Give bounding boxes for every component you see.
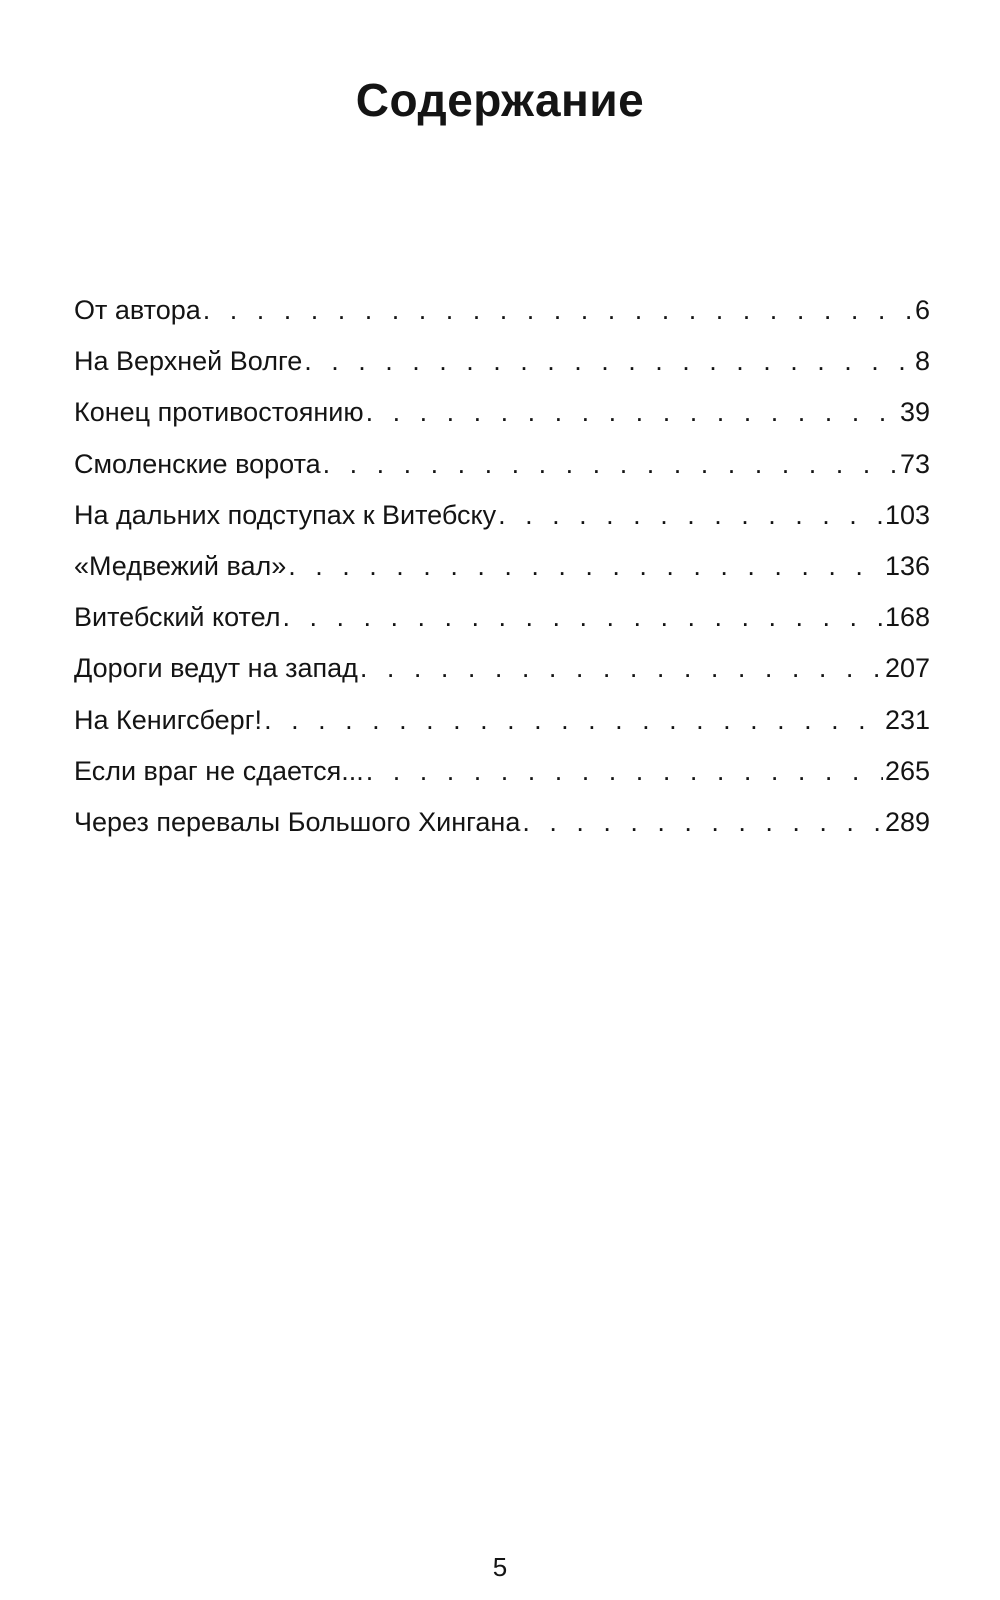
toc-dot-leader: [264, 702, 883, 738]
toc-entry-title: Через перевалы Большого Хингана: [74, 806, 521, 837]
toc-dot-leader: [323, 446, 898, 482]
toc-entry-page: 6: [914, 295, 930, 325]
toc-entry-title: От автора: [74, 295, 201, 325]
toc-entry-page: 168: [884, 602, 930, 633]
toc-entry: [74, 702, 930, 753]
toc-entry-title: Витебский котел: [74, 602, 281, 633]
toc-entry-page: 289: [884, 806, 930, 837]
toc-entry-title: Дороги ведут на запад: [74, 653, 358, 684]
toc-entry-title: На дальних подступах к Витебску: [74, 499, 497, 530]
toc-entry-page: 265: [884, 755, 930, 786]
toc-entry-title: Смоленские ворота: [74, 448, 321, 479]
toc-dot-leader: [522, 804, 883, 840]
toc-dot-leader: [366, 753, 883, 789]
toc-entry-title: На Кенигсберг!: [74, 704, 263, 735]
toc-entry-title: Если враг не сдается...: [74, 755, 364, 786]
toc-entry-title: «Медвежий вал»: [74, 550, 287, 581]
toc-entry: [74, 497, 930, 548]
toc-dot-leader: [360, 650, 883, 686]
toc-dot-leader: [288, 548, 883, 584]
toc-entry: [74, 446, 930, 497]
toc-entry: [74, 548, 930, 599]
toc-dot-leader: [203, 292, 913, 328]
toc-entry: [74, 804, 930, 855]
page-number: 5: [492, 1552, 508, 1582]
toc-entry: [74, 650, 930, 701]
toc-entry: [74, 292, 930, 343]
toc-entry: [74, 394, 930, 445]
toc-entry: [74, 343, 930, 394]
toc-entry-page: 207: [884, 653, 930, 684]
toc-entry-page: 231: [884, 704, 930, 735]
toc-entry-page: 39: [899, 397, 930, 428]
toc-dot-leader: [282, 599, 882, 635]
toc-dot-leader: [498, 497, 883, 533]
toc-dot-leader: [304, 343, 913, 379]
toc-entry: [74, 753, 930, 804]
toc-entry-page: 73: [899, 448, 930, 479]
toc-entry: [74, 599, 930, 650]
toc-entry-page: 8: [914, 346, 930, 377]
page-title: Содержание: [355, 74, 645, 126]
toc-entry-page: 136: [884, 550, 930, 581]
toc-entry-title: На Верхней Волге: [74, 346, 303, 377]
toc-dot-leader: [366, 394, 898, 430]
toc-entry-title: Конец противостоянию: [74, 397, 364, 428]
table-of-contents: [74, 292, 930, 855]
toc-entry-page: 103: [884, 499, 930, 530]
